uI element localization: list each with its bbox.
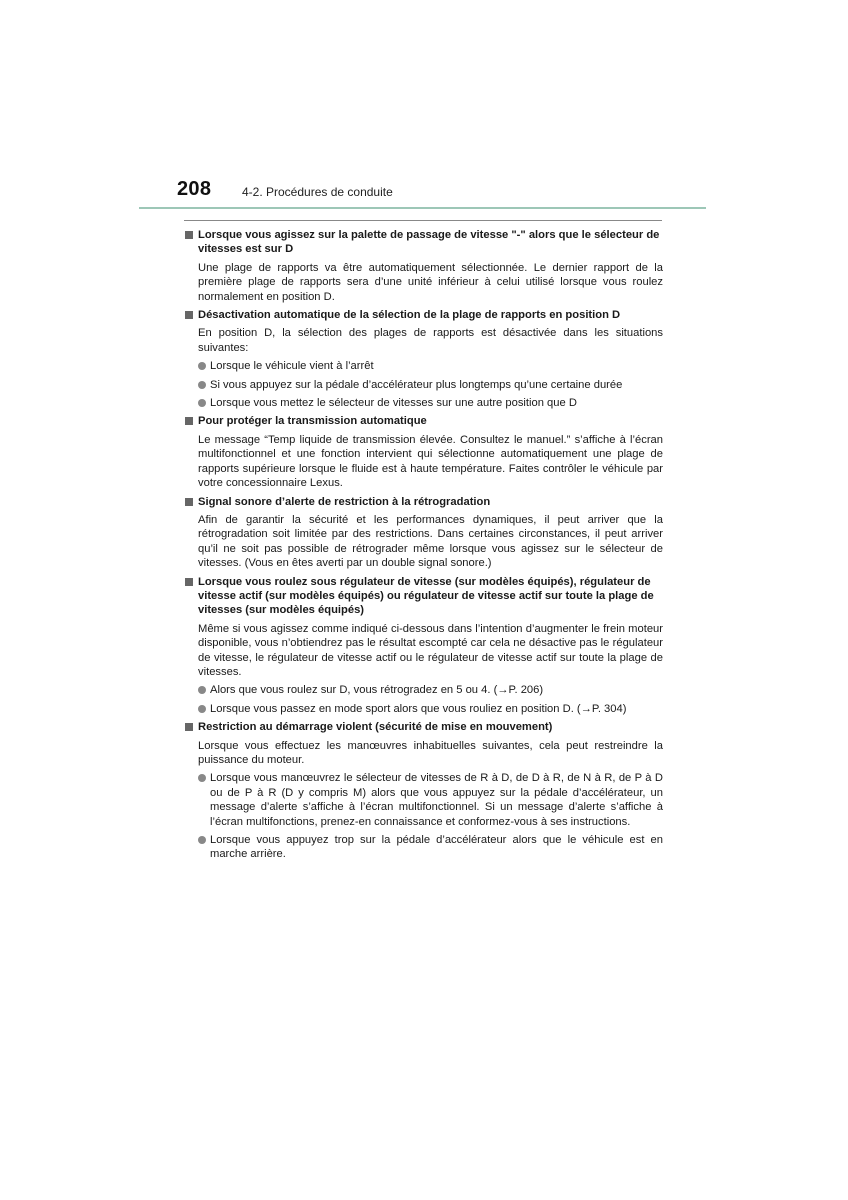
section-title-text: Désactivation automatique de la sélection de la plage de rapports en position D [198, 309, 621, 322]
section-title-text: Restriction au démarrage violent (sécurité de mise en mouvement) [198, 721, 553, 734]
round-bullet-icon [198, 836, 206, 844]
section-title [185, 414, 663, 428]
round-bullet-icon [198, 381, 206, 389]
header-divider [139, 207, 706, 209]
bullet-item [185, 396, 663, 410]
section-paragraph: Une plage de rapports va être automatiquement sélectionnée. Le dernier rapport de la première plage de rapports sera d’une unité inférieur à celui utilisé lorsque vous roulez normalement en position D. [198, 261, 663, 303]
round-bullet-icon [198, 399, 206, 407]
bullet-text: Si vous appuyez sur la pédale d’accélérateur plus longtemps qu’une certaine durée [210, 378, 623, 391]
section-paragraph: Lorsque vous effectuez les manœuvres inhabituelles suivantes, cela peut restreindre la puissance du moteur. [198, 739, 663, 766]
square-bullet-icon [185, 723, 193, 731]
chapter-title: 4-2. Procédures de conduite [242, 185, 393, 199]
section-title [185, 720, 663, 734]
bullet-text: Lorsque le véhicule vient à l’arrêt [210, 360, 374, 373]
section-paragraph: Le message “Temp liquide de transmission élevée. Consultez le manuel.” s’affiche à l’écran multifonctionnel et une fonction intervient qui sélectionne automatiquement une plage de rapports supérieure lorsque le fluide est à haute température. Faites contrôler le véhicule par votre concessionnaire Lexus. [198, 433, 663, 490]
bullet-text: Lorsque vous appuyez trop sur la pédale d’accélérateur alors que le véhicule est en marche arrière. [210, 834, 663, 861]
round-bullet-icon [198, 705, 206, 713]
section-title [185, 495, 663, 509]
square-bullet-icon [185, 311, 193, 319]
round-bullet-icon [198, 774, 206, 782]
section [185, 575, 663, 717]
section-paragraph: Même si vous agissez comme indiqué ci-dessous dans l’intention d’augmenter le frein moteur disponible, vous n’obtiendrez pas le résultat escompté car cela ne désactive pas le régulateur de vitesse, le régulateur de vitesse actif ou le régulateur de vitesse actif sur toute la plage de vitesses. [198, 622, 663, 678]
section-paragraph: Afin de garantir la sécurité et les performances dynamiques, il peut arriver que la rétrogradation soit limitée par des restrictions. Dans certaines circonstances, il peut arriver qu’il ne soit pas possible de rétrograder même lorsque vous agissez sur le sélecteur de vitesses. (Vous en êtes averti par un double signal sonore.) [198, 513, 663, 570]
content-divider [184, 220, 662, 221]
page-header [139, 176, 706, 210]
bullet-item [185, 833, 663, 862]
square-bullet-icon [185, 231, 193, 239]
bullet-text: Alors que vous roulez sur D, vous rétrogradez en 5 ou 4. (→P. 206) [210, 684, 544, 697]
section [185, 414, 663, 490]
bullet-text: Lorsque vous mettez le sélecteur de vitesses sur une autre position que D [210, 397, 577, 410]
section [185, 228, 663, 304]
section-title [185, 228, 663, 257]
section-title [185, 308, 663, 322]
section [185, 495, 663, 571]
section-title-text: Pour protéger la transmission automatique [198, 415, 427, 428]
bullet-item [185, 702, 663, 716]
section-paragraph: En position D, la sélection des plages de rapports est désactivée dans les situations suivantes: [198, 327, 663, 354]
section-title [185, 575, 663, 618]
square-bullet-icon [185, 417, 193, 425]
round-bullet-icon [198, 362, 206, 370]
square-bullet-icon [185, 498, 193, 506]
square-bullet-icon [185, 578, 193, 586]
section-title-text: Signal sonore d’alerte de restriction à la rétrogradation [198, 495, 491, 508]
section-title-text: Lorsque vous agissez sur la palette de passage de vitesse "-" alors que le sélecteur de vitesses est sur D [198, 229, 660, 256]
bullet-text: Lorsque vous manœuvrez le sélecteur de vitesses de R à D, de D à R, de N à R, de P à D ou de P à R (D y compris M) alors que vous appuyez sur la pédale d’accélérateur, un message d’alerte s’affiche à l’écran multifonctionnel. Si un message d’alerte s’affiche à l’écran multifonctions, prenez-en connaissance et conformez-vous à ses instructions. [210, 772, 663, 828]
bullet-text: Lorsque vous passez en mode sport alors que vous rouliez en position D. (→P. 304) [210, 702, 627, 715]
bullet-item [185, 378, 663, 392]
bullet-item [185, 771, 663, 829]
bullet-item [185, 359, 663, 373]
section [185, 308, 663, 410]
content-body [185, 228, 663, 866]
section-title-text: Lorsque vous roulez sous régulateur de vitesse (sur modèles équipés), régulateur de vitesse actif (sur modèles équipés) ou régulateur de vitesse actif sur toute la plage de vitesses (sur modèles équipés) [198, 575, 654, 617]
round-bullet-icon [198, 686, 206, 694]
bullet-item [185, 683, 663, 697]
page-number: 208 [177, 178, 212, 200]
section [185, 720, 663, 862]
